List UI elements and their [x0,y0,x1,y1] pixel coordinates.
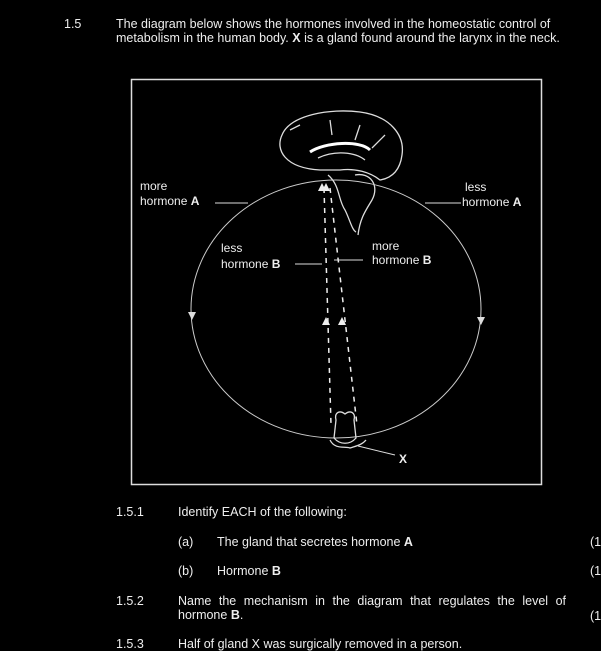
less-hormone-a-label2: hormone A [462,195,522,209]
subquestion-1-5-2-number: 1.5.2 [116,594,144,608]
brain-icon [280,111,402,235]
question-number: 1.5 [64,17,82,31]
intro-text: The diagram below shows the hormones involved in the homeostatic control of metabolism in the human body. [116,17,551,45]
less-hormone-b-label: less [221,241,243,255]
part-b-marks: (1 [590,564,601,578]
x-pointer-line [358,446,395,455]
dashed-path-left [324,188,331,425]
subquestion-1-5-1 [116,505,144,519]
more-hormone-a-label: more [140,179,168,193]
intro-text-end: is a gland found around the larynx in the neck. [300,31,560,45]
part-a-text: The gland that secretes hormone A [217,535,413,549]
arrow-down-right-icon [477,317,485,325]
more-hormone-b-label2: hormone B [372,253,432,267]
thyroid-gland-icon [330,412,366,448]
feedback-loop [191,180,481,438]
less-hormone-a-label: less [465,180,487,194]
subquestion-1-5-2-marks: (1 [590,609,601,623]
part-b-letter: (b) [178,564,194,578]
subquestion-1-5-3-text: Half of gland X was surgically removed in a person. [178,637,463,651]
more-hormone-a-label2: hormone A [140,194,200,208]
subquestion-1-5-3-number: 1.5.3 [116,637,144,651]
more-hormone-b-label: more [372,239,400,253]
gland-x-label: X [399,452,408,466]
intro-bold: X [292,31,301,45]
subquestion-number: 1.5.1 [116,505,144,519]
less-hormone-b-label2: hormone B [221,257,281,271]
part-a-letter: (a) [178,535,194,549]
arrow-up-icon [322,317,330,325]
diagram-frame [132,80,542,485]
dashed-path-right [330,188,357,425]
subquestion-1-5-2-text: Name the mechanism in the diagram that regulates the level of hormone B. [178,594,566,622]
part-a-marks: (1 [590,535,601,549]
part-b-text: Hormone B [217,564,281,578]
arrow-down-left-icon [188,312,196,320]
subquestion-text: Identify EACH of the following: [178,505,347,519]
